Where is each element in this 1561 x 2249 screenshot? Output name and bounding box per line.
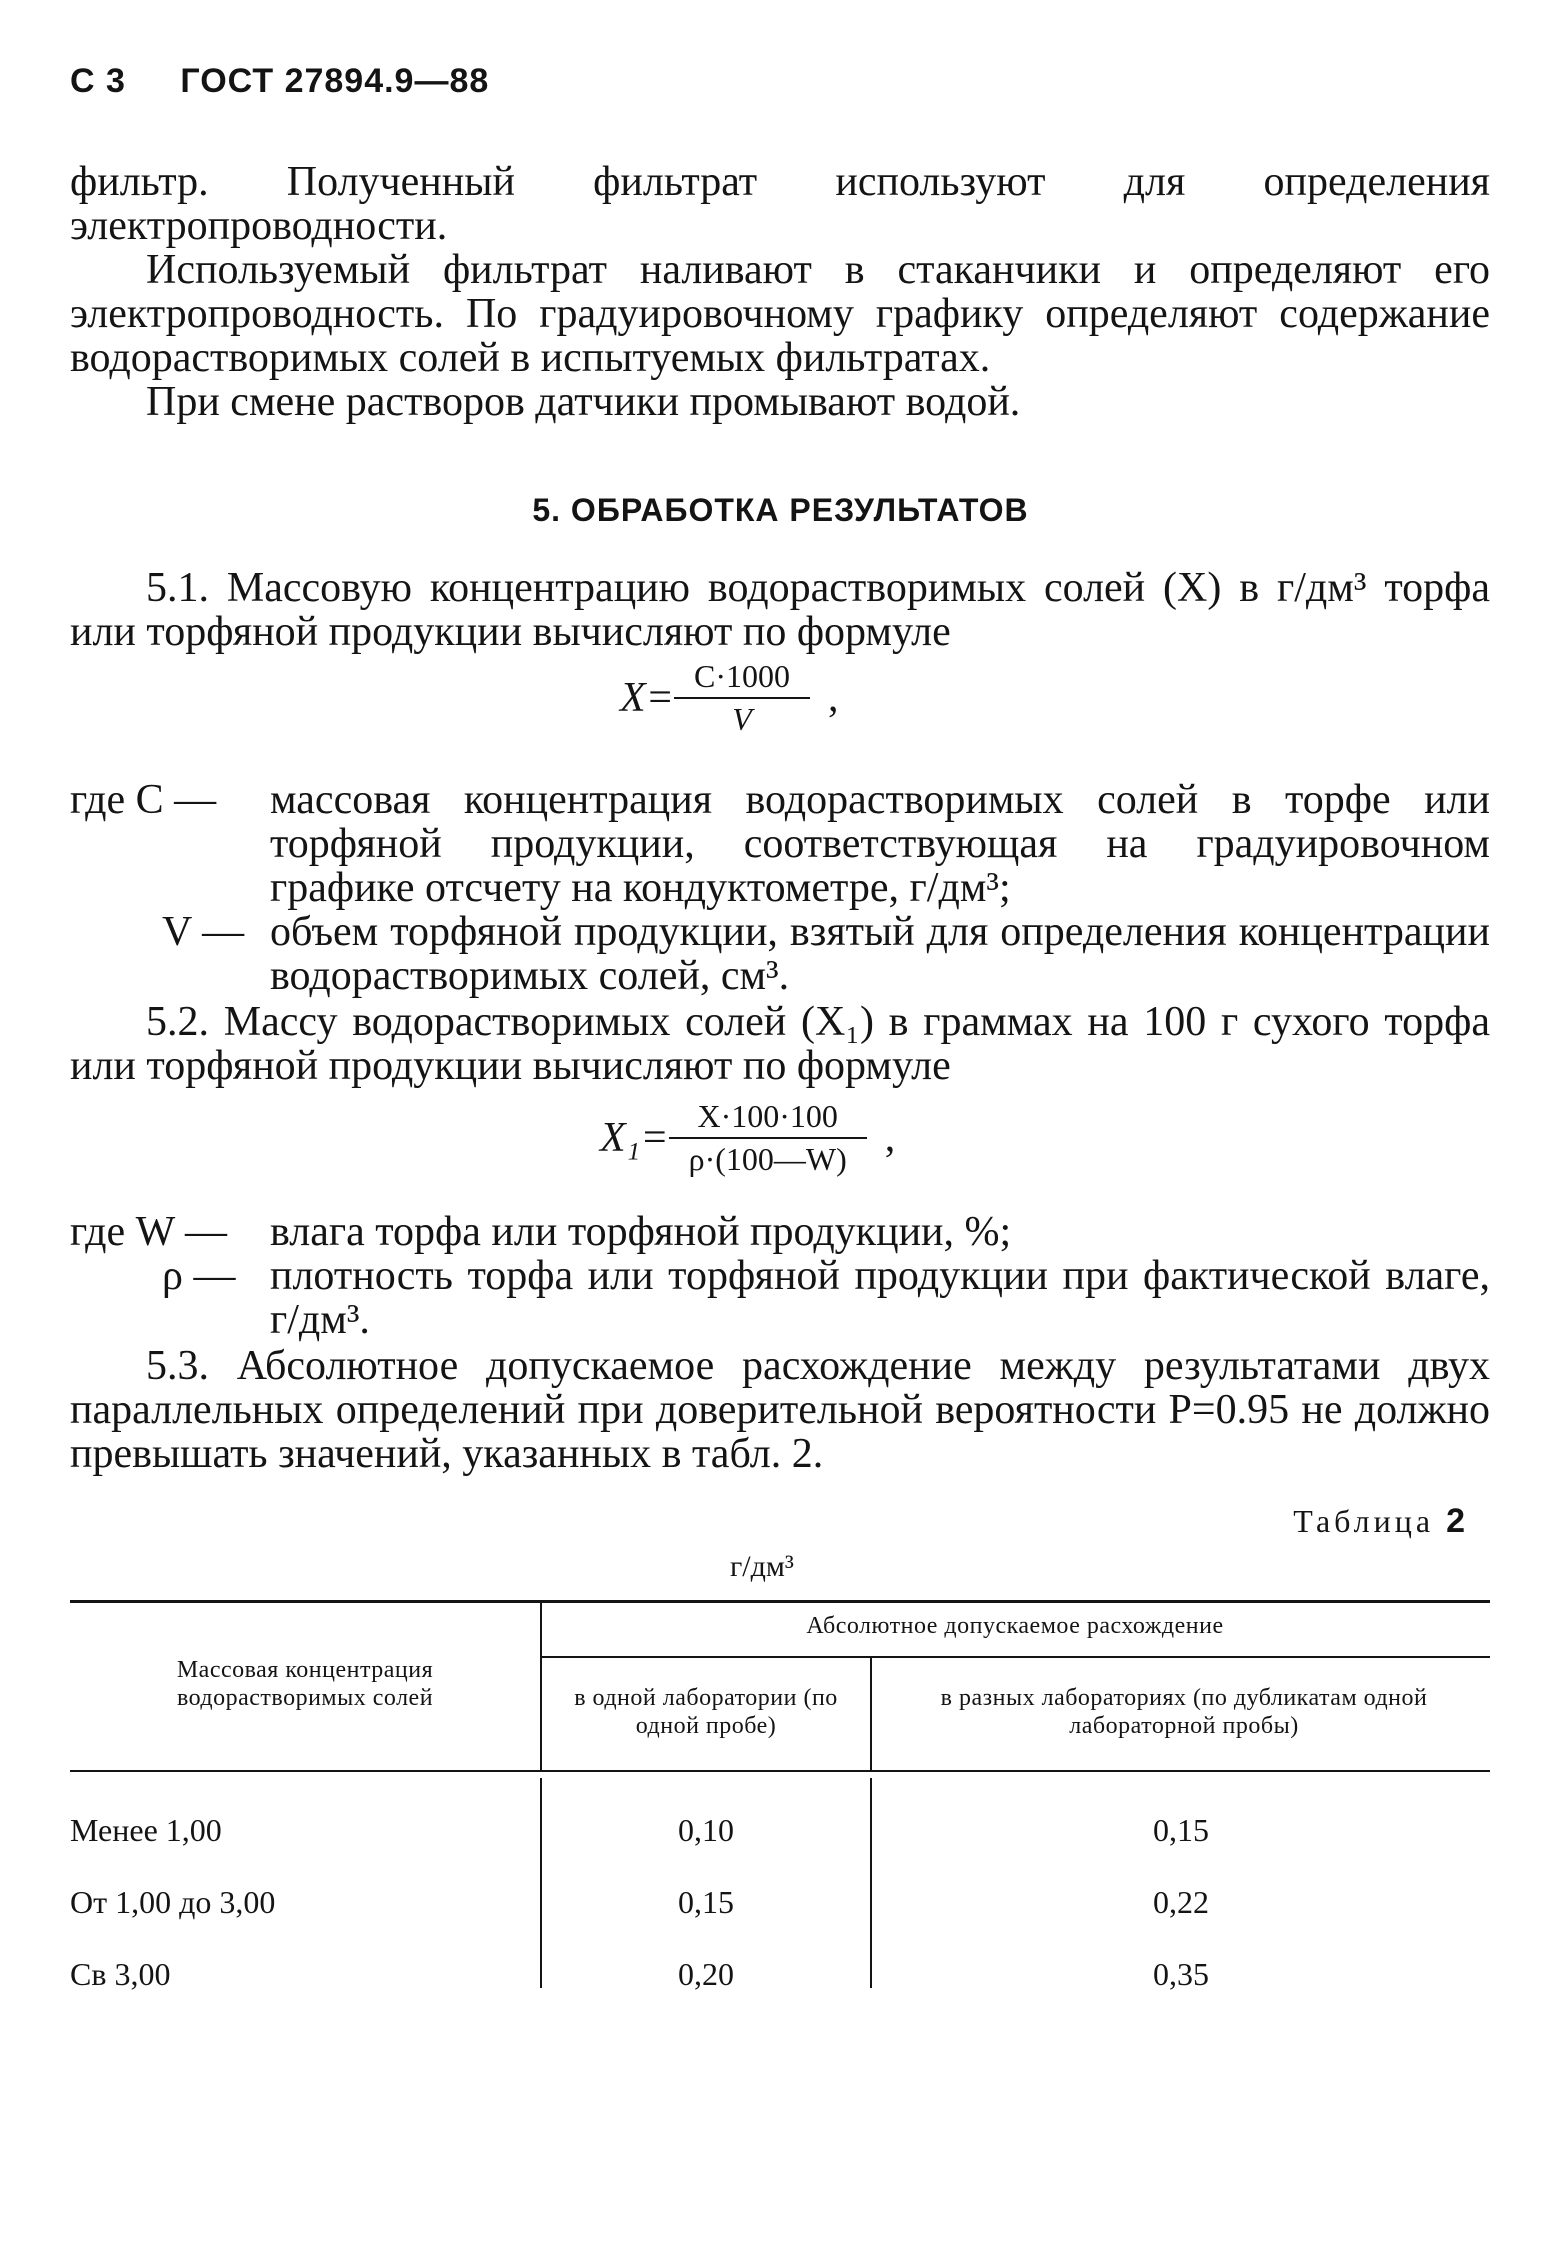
table-caption-word: Таблица — [1293, 1503, 1435, 1539]
definition-rho-text: плотность торфа или торфяной продукции при фактической влаге, г/дм³. — [270, 1253, 1490, 1343]
table-header-concentration: Массовая концентрация водорастворимых солей — [176, 1657, 434, 1711]
definition-c — [70, 778, 1490, 910]
table-row-3-diff-labs: 0,35 — [1153, 1956, 1209, 1992]
section-title: 5. ОБРАБОТКА РЕЗУЛЬТАТОВ — [532, 492, 1029, 528]
formula-1-denominator — [674, 697, 810, 738]
formula-2-denominator: ρ·(100—W) — [669, 1137, 867, 1178]
formula-2-fraction — [679, 1098, 857, 1178]
table-vline-2-header — [870, 1656, 872, 1770]
formula-1-tail: , — [828, 675, 839, 721]
table-header-rule — [70, 1770, 1490, 1772]
intro-paragraph-2: Используемый фильтрат наливают в стаканчики и определяют его электропроводность. По градуировочному графику определяют содержание водорастворимых солей в испытуемых фильтратах. — [70, 247, 1490, 381]
definition-v — [70, 910, 1490, 998]
definition-w — [70, 1210, 1490, 1254]
formula-2-lhs: X₁= — [600, 1115, 669, 1161]
table-units: г/дм³ — [730, 1550, 794, 1583]
definition-c-text: массовая концентрация водорастворимых солей в торфе или торфяной продукции, соответствующая на градуировочном графике отсчету на кондуктометре, г/дм³; — [270, 777, 1490, 911]
table-header-group: Абсолютное допускаемое расхождение — [806, 1613, 1224, 1639]
page-header — [70, 62, 489, 101]
table-row-2-one-lab: 0,15 — [678, 1884, 734, 1920]
table-caption — [1293, 1502, 1469, 1541]
paragraph-5-3: 5.3. Абсолютное допускаемое расхождение между результатами двух параллельных определений при доверительной вероятности P=0.95 не должно превышать значений, указанных в табл. 2. — [70, 1343, 1490, 1477]
formula-1-denominator-text: V — [732, 701, 752, 737]
table-row-1-one-lab: 0,10 — [678, 1812, 734, 1848]
formula-concentration — [620, 658, 839, 738]
intro-paragraph-1: фильтр. Полученный фильтрат используют для определения электропроводности. — [70, 159, 1490, 249]
page-number: С 3 — [70, 62, 126, 100]
formula-2-tail: , — [884, 1115, 896, 1161]
table-row-2-diff-labs: 0,22 — [1153, 1884, 1209, 1920]
formula-2-numerator: X·100·100 — [697, 1098, 838, 1134]
formula-mass — [600, 1098, 895, 1178]
definition-c-lead: где C — — [70, 777, 217, 823]
table-header-one-lab: в одной лаборатории (по одной пробе) — [574, 1685, 838, 1739]
paragraph-5-2: 5.2. Массу водорастворимых солей (X₁) в граммах на 100 г сухого торфа или торфяной продукции вычисляют по формуле — [70, 999, 1490, 1089]
standard-code: ГОСТ 27894.9—88 — [180, 62, 490, 100]
definition-w-text: влага торфа или торфяной продукции, %; — [270, 1209, 1012, 1255]
table-top-rule — [70, 1600, 1490, 1603]
formula-1-lhs: X= — [620, 675, 674, 721]
table-caption-number: 2 — [1446, 1502, 1469, 1540]
table-header-diff-labs: в разных лабораториях (по дубликатам одной лабораторной пробы) — [940, 1685, 1428, 1739]
definition-v-lead: V — — [162, 909, 245, 955]
table-row-3-one-lab: 0,20 — [678, 1956, 734, 1992]
table-row-1-label: Менее 1,00 — [70, 1812, 222, 1848]
intro-paragraph-3: При смене растворов датчики промывают водой. — [146, 379, 1021, 425]
table-vline-1-header — [540, 1602, 542, 1770]
definition-rho-lead: ρ — — [162, 1253, 236, 1299]
formula-1-fraction — [684, 658, 800, 738]
table-row-3-label: Св 3,00 — [70, 1956, 171, 1992]
table-group-rule — [540, 1656, 1490, 1658]
definition-w-lead: где W — — [70, 1209, 228, 1255]
table-row-1-diff-labs: 0,15 — [1153, 1812, 1209, 1848]
paragraph-5-1: 5.1. Массовую концентрацию водорастворимых солей (X) в г/дм³ торфа или торфяной продукции вычисляют по формуле — [70, 565, 1490, 655]
definition-v-text: объем торфяной продукции, взятый для определения концентрации водорастворимых солей, см³. — [270, 909, 1490, 999]
table-row-2-label: От 1,00 до 3,00 — [70, 1884, 276, 1920]
formula-1-numerator: C·1000 — [694, 658, 790, 694]
definition-rho — [70, 1254, 1490, 1342]
